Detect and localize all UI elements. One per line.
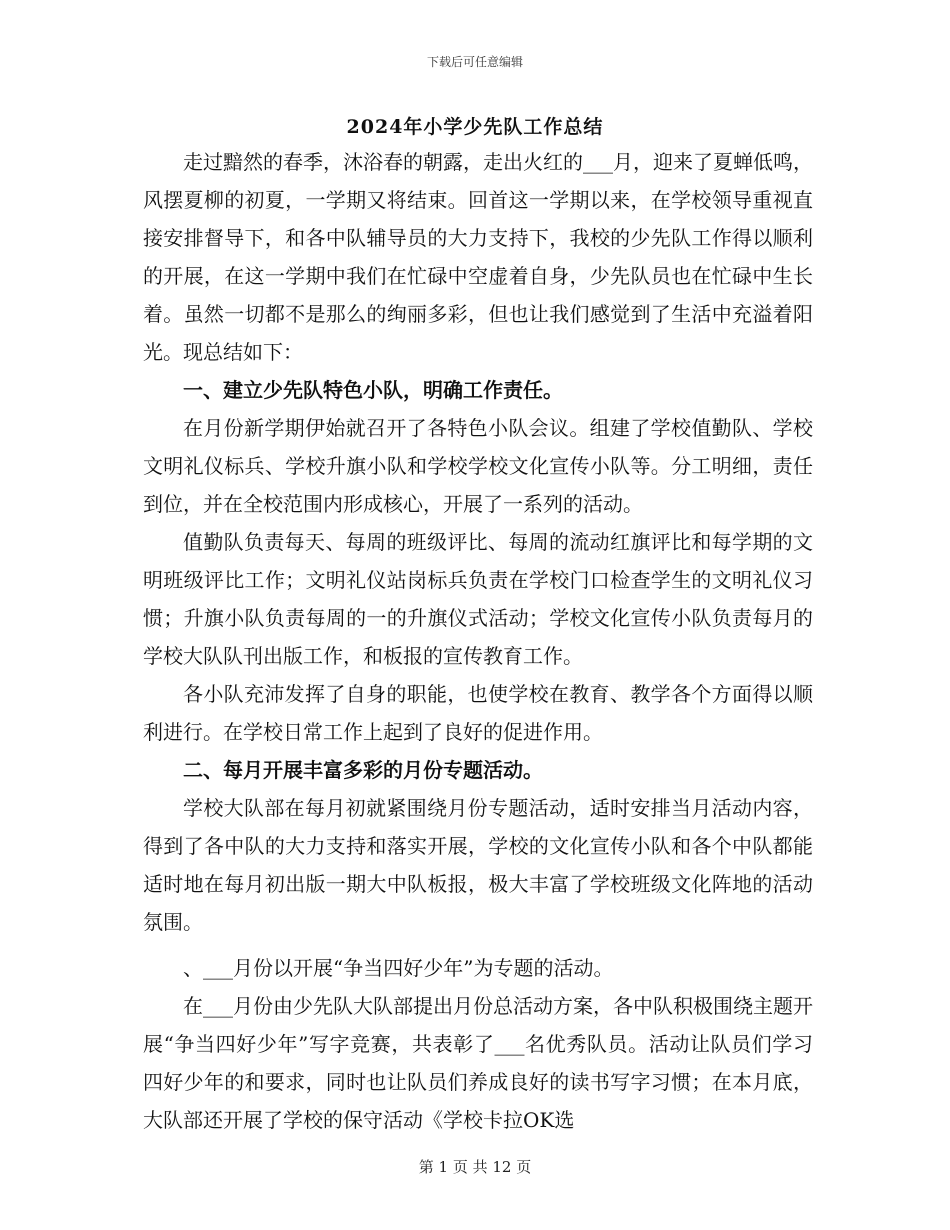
paragraph-team-setup: 在月份新学期伊始就召开了各特色小队会议。组建了学校值勤队、学校文明礼仪标兵、学校升旗小队和学校学校文化宣传小队等。分工明细，责任到位，并在全校范围内形成核心，开展了一系列的活动。 (143, 416, 813, 516)
paragraph-month-details: 在___月份由少先队大队部提出月份总活动方案，各中队积极围绕主题开展“争当四好少年”写字竞赛，共表彰了___名优秀队员。活动让队员们学习四好少年的和要求，同时也让队员们养成良好的读书写字习惯；在本月底，大队部还开展了学校的保守活动《学校卡拉OK选 (143, 994, 813, 1132)
paragraph-intro: 走过黯然的春季，沐浴春的朝露，走出火红的___月，迎来了夏蝉低鸣，风摆夏柳的初夏，一学期又将结束。回首这一学期以来，在学校领导重视直接安排督导下，和各中队辅导员的大力支持下，我校的少先队工作得以顺利的开展，在这一学期中我们在忙碌中空虚着自身，少先队员也在忙碌中生长着。虽然一切都不是那么的绚丽多彩，但也让我们感觉到了生活中充溢着阳光。现总结如下： (143, 150, 813, 364)
page-number: 第 1 页 共 12 页 (418, 1158, 532, 1176)
paragraph-month-topic: 、___月份以开展“争当四好少年”为专题的活动。 (183, 956, 614, 980)
paragraph-team-effect: 各小队充沛发挥了自身的职能，也使学校在教育、教学各个方面得以顺利进行。在学校日常工作上起到了良好的促进作用。 (143, 682, 813, 744)
document-title: 2024年小学少先队工作总结 (346, 116, 604, 138)
section-heading-2: 二、每月开展丰富多彩的月份专题活动。 (183, 758, 543, 782)
paragraph-monthly-activities: 学校大队部在每月初就紧围绕月份专题活动，适时安排当月活动内容，得到了各中队的大力支持和落实开展，学校的文化宣传小队和各个中队都能适时地在每月初出版一期大中队板报，极大丰富了学校班级文化阵地的活动氛围。 (143, 796, 813, 934)
page-header-note: 下载后可任意编辑 (426, 55, 523, 69)
document-body (143, 143, 813, 1139)
paragraph-team-duties: 值勤队负责每天、每周的班级评比、每周的流动红旗评比和每学期的文明班级评比工作；文明礼仪站岗标兵负责在学校门口检查学生的文明礼仪习惯；升旗小队负责每周的一的升旗仪式活动；学校文化宣传小队负责每月的学校大队队刊出版工作，和板报的宣传教育工作。 (143, 530, 813, 668)
section-heading-1: 一、建立少先队特色小队，明确工作责任。 (183, 378, 563, 402)
